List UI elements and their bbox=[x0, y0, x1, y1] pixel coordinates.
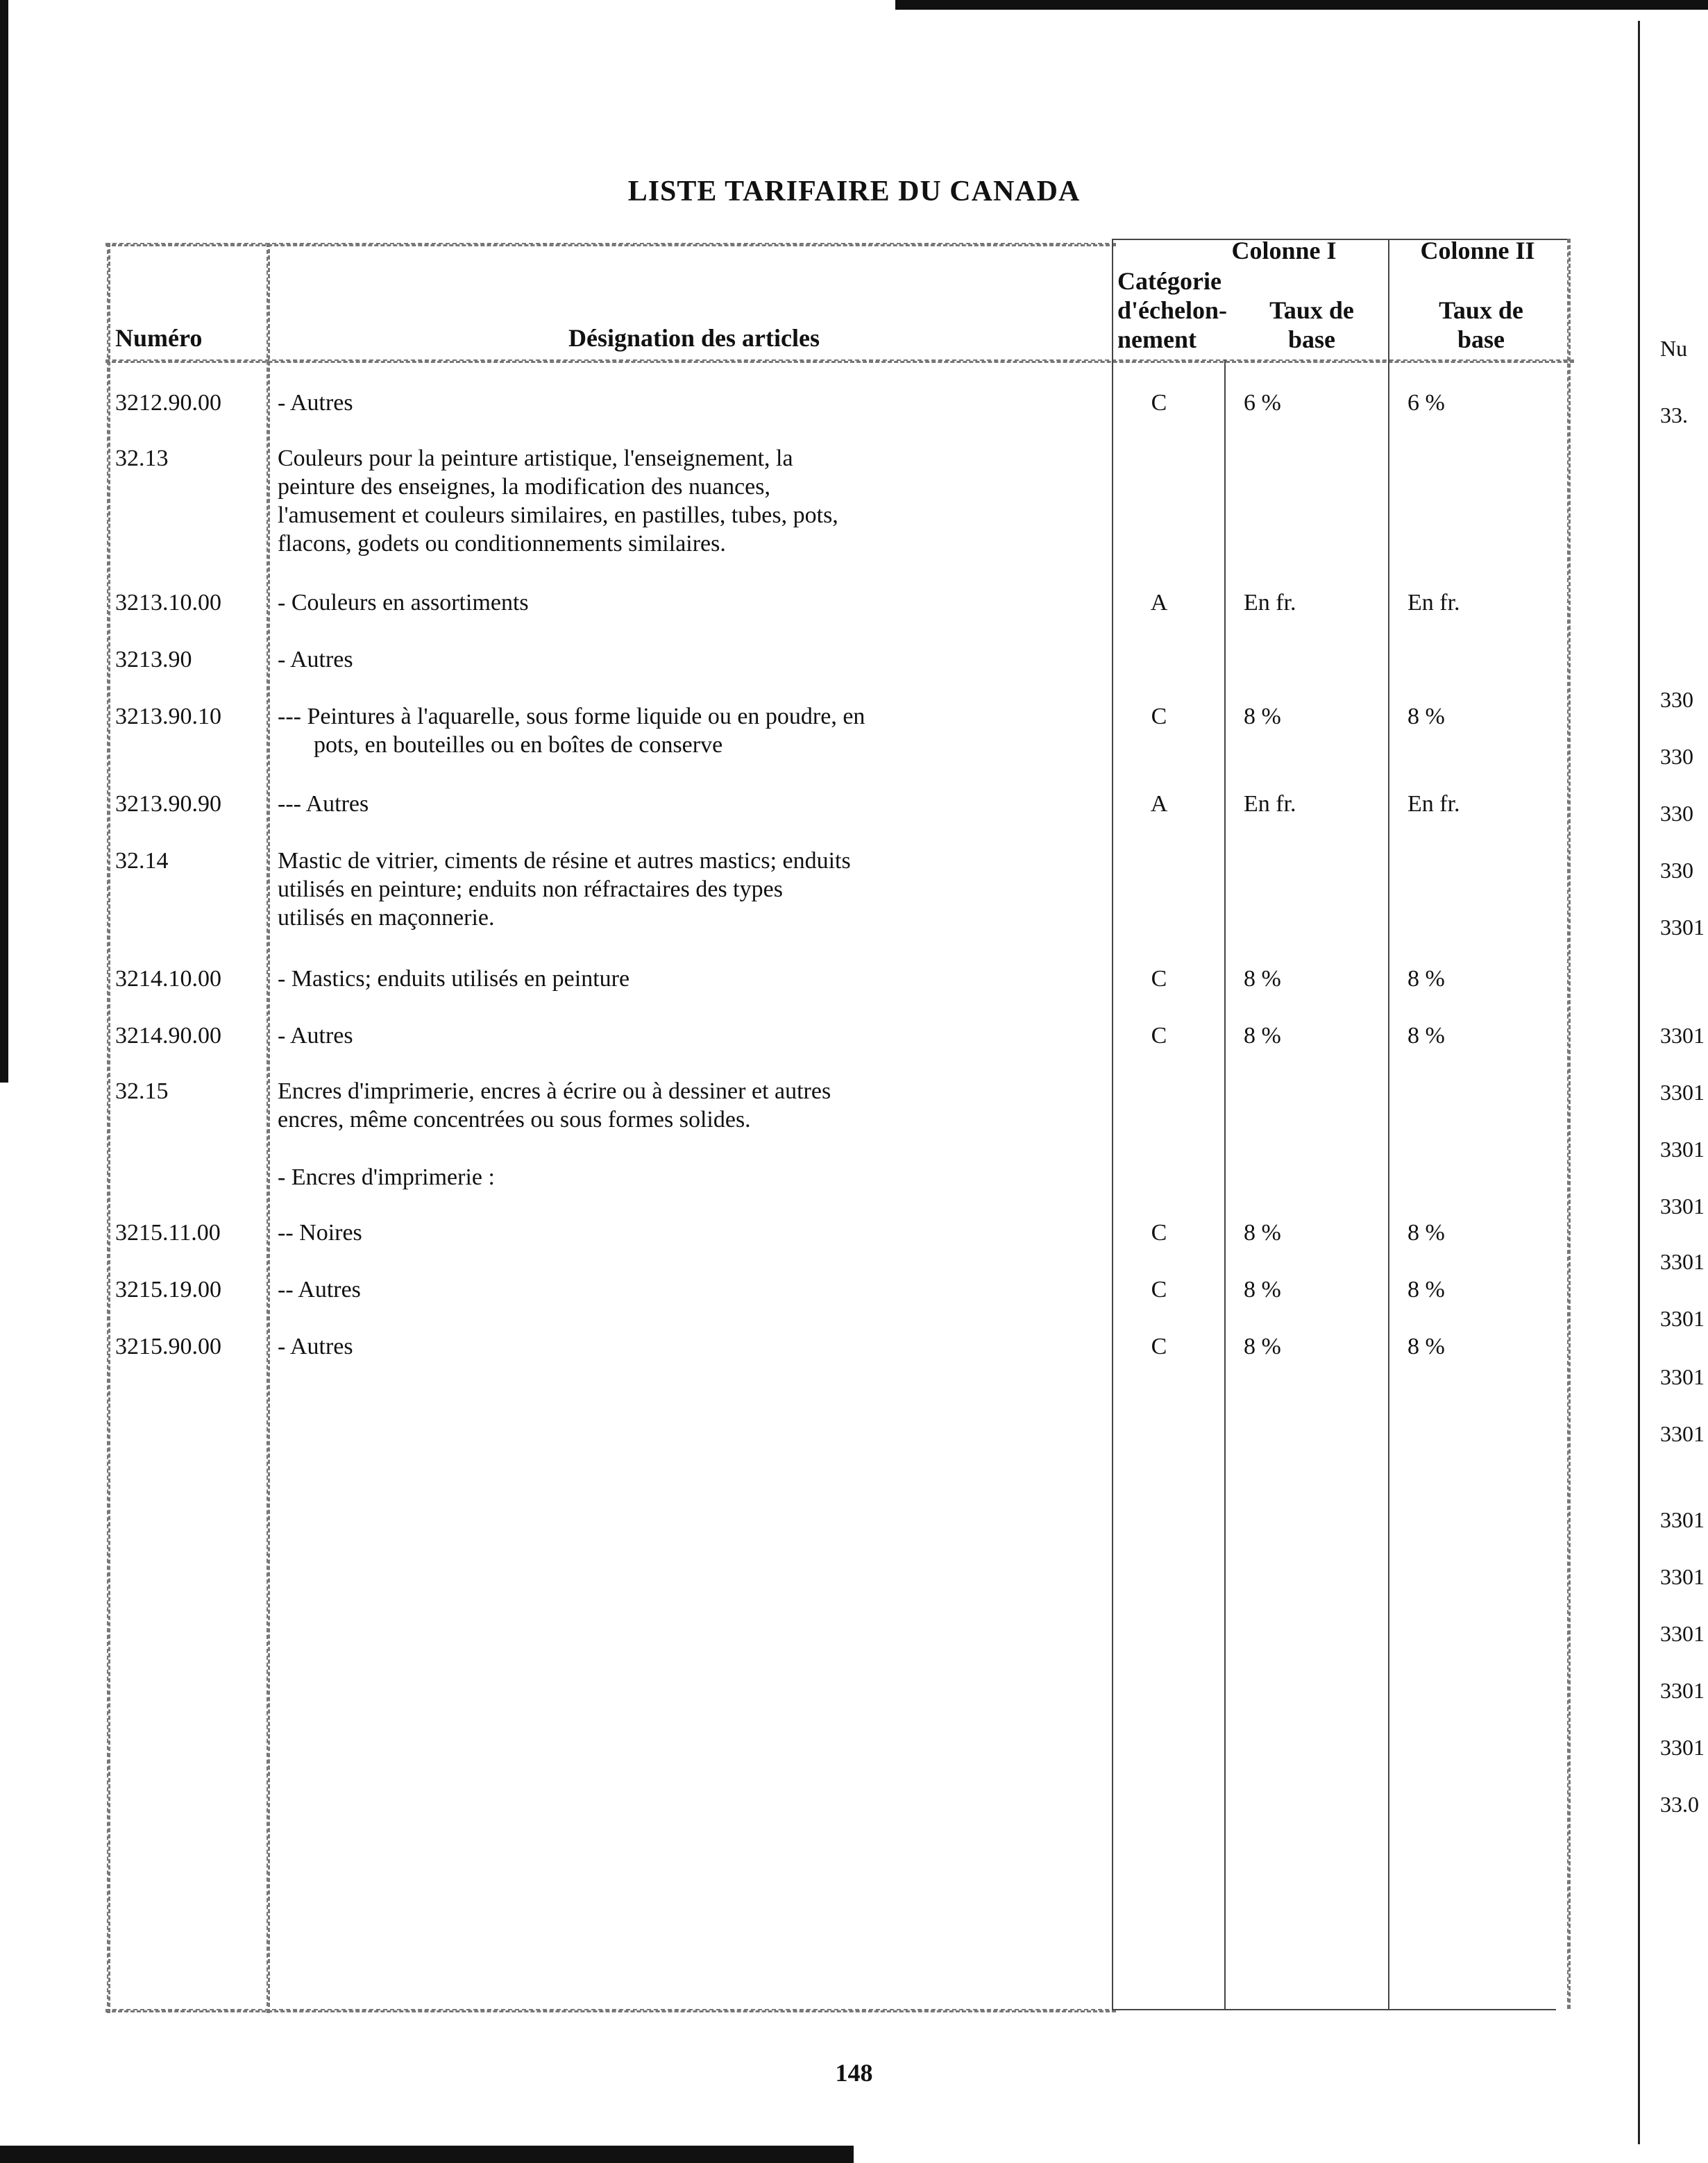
scan-border-bottom bbox=[0, 2146, 854, 2163]
designation-line: - Autres bbox=[278, 647, 353, 672]
row-categorie: C bbox=[1151, 966, 1167, 992]
designation-line: encres, même concentrées ou sous formes solides. bbox=[278, 1107, 751, 1133]
row-designation bbox=[278, 389, 353, 417]
header-categorie: Catégorie d'échelon- nement bbox=[1117, 267, 1227, 353]
row-taux-colonne-2: En fr. bbox=[1407, 590, 1460, 616]
row-categorie: C bbox=[1151, 1220, 1167, 1246]
table-top-border bbox=[105, 243, 1116, 246]
row-numero: 3212.90.00 bbox=[115, 390, 221, 416]
designation-line: - Couleurs en assortiments bbox=[278, 590, 529, 616]
header-colonne-1: Colonne I bbox=[1231, 237, 1337, 264]
adjacent-page-fragment: 3301 bbox=[1660, 1080, 1705, 1105]
row-categorie: C bbox=[1151, 1334, 1167, 1359]
table-bottom-border bbox=[105, 2009, 1116, 2012]
designation-line: -- Autres bbox=[278, 1277, 361, 1303]
designation-line: --- Peintures à l'aquarelle, sous forme liquide ou en poudre, en bbox=[278, 704, 865, 729]
row-numero: 3213.10.00 bbox=[115, 590, 221, 616]
designation-line: - Autres bbox=[278, 1023, 353, 1049]
row-designation bbox=[278, 588, 529, 617]
row-numero: 3213.90 bbox=[115, 647, 192, 672]
row-categorie: C bbox=[1151, 390, 1167, 416]
row-numero: 3214.90.00 bbox=[115, 1023, 221, 1049]
row-taux-colonne-1: En fr. bbox=[1244, 791, 1296, 817]
row-designation bbox=[278, 1275, 361, 1304]
scan-border-left bbox=[0, 0, 8, 1083]
row-taux-colonne-1: 8 % bbox=[1244, 1220, 1281, 1246]
row-designation bbox=[278, 1332, 353, 1361]
row-designation bbox=[278, 444, 838, 558]
row-taux-colonne-2: 6 % bbox=[1407, 390, 1445, 416]
adjacent-page-fragment: 3301 bbox=[1660, 1735, 1705, 1760]
column-divider-categorie bbox=[1224, 359, 1226, 2009]
header-taux-colonne-2: Taux de base bbox=[1439, 296, 1523, 353]
designation-line: Couleurs pour la peinture artistique, l'enseignement, la bbox=[278, 446, 793, 471]
designation-line: -- Noires bbox=[278, 1220, 362, 1246]
header-designation: Désignation des articles bbox=[568, 324, 820, 352]
designation-line: - Autres bbox=[278, 390, 353, 416]
row-taux-colonne-2: 8 % bbox=[1407, 1023, 1445, 1049]
designation-line: pots, en bouteilles ou en boîtes de conserve bbox=[314, 732, 723, 758]
row-taux-colonne-1: 8 % bbox=[1244, 1023, 1281, 1049]
row-taux-colonne-1: 8 % bbox=[1244, 1277, 1281, 1303]
adjacent-page-edge bbox=[1638, 21, 1640, 2144]
row-numero: 32.15 bbox=[115, 1078, 169, 1104]
adjacent-page-fragment: 3301 bbox=[1660, 1023, 1705, 1048]
row-designation bbox=[278, 1219, 362, 1247]
row-taux-colonne-1: 8 % bbox=[1244, 704, 1281, 729]
row-categorie: C bbox=[1151, 1277, 1167, 1303]
scan-border-top bbox=[895, 0, 1708, 10]
header-taux-colonne-1: Taux de base bbox=[1269, 296, 1354, 353]
row-taux-colonne-1: En fr. bbox=[1244, 590, 1296, 616]
designation-line: - Encres d'imprimerie : bbox=[278, 1164, 495, 1190]
column-divider-colonne1 bbox=[1388, 239, 1389, 2009]
adjacent-page-fragment: 3301 bbox=[1660, 1507, 1705, 1532]
row-designation bbox=[278, 645, 353, 674]
row-numero: 3215.90.00 bbox=[115, 1334, 221, 1359]
designation-line: Encres d'imprimerie, encres à écrire ou à dessiner et autres bbox=[278, 1078, 831, 1104]
adjacent-page-fragment: 3301 bbox=[1660, 1364, 1705, 1389]
row-taux-colonne-2: En fr. bbox=[1407, 791, 1460, 817]
designation-line: Mastic de vitrier, ciments de résine et autres mastics; enduits bbox=[278, 848, 851, 874]
row-designation bbox=[278, 1077, 831, 1134]
adjacent-page-fragment: 33. bbox=[1660, 402, 1688, 427]
row-taux-colonne-1: 8 % bbox=[1244, 1334, 1281, 1359]
row-numero: 32.13 bbox=[115, 446, 169, 471]
row-numero: 3215.11.00 bbox=[115, 1220, 221, 1246]
row-taux-colonne-2: 8 % bbox=[1407, 704, 1445, 729]
row-taux-colonne-2: 8 % bbox=[1407, 1334, 1445, 1359]
page-number: 148 bbox=[835, 2059, 873, 2087]
adjacent-page-fragment: 3301 bbox=[1660, 1421, 1705, 1446]
header-colonne-2: Colonne II bbox=[1420, 237, 1535, 264]
designation-line: - Mastics; enduits utilisés en peinture bbox=[278, 966, 630, 992]
header-bottom-border bbox=[105, 359, 1574, 363]
table-bottom-border-columns bbox=[1112, 2009, 1556, 2010]
row-taux-colonne-1: 8 % bbox=[1244, 966, 1281, 992]
row-categorie: C bbox=[1151, 704, 1167, 729]
adjacent-page-fragment: 3301 bbox=[1660, 915, 1705, 940]
row-categorie: A bbox=[1150, 590, 1168, 616]
page-title: LISTE TARIFAIRE DU CANADA bbox=[627, 176, 1081, 207]
table-right-border bbox=[1567, 239, 1571, 2009]
header-numero: Numéro bbox=[115, 324, 203, 352]
designation-line: utilisés en peinture; enduits non réfractaires des types bbox=[278, 876, 783, 902]
adjacent-page-fragment: 3301 bbox=[1660, 1621, 1705, 1646]
row-numero: 3213.90.90 bbox=[115, 791, 221, 817]
table-left-border bbox=[107, 243, 110, 2013]
row-numero: 3215.19.00 bbox=[115, 1277, 221, 1303]
column-divider-numero bbox=[267, 243, 270, 2013]
adjacent-page-fragment: 3301 bbox=[1660, 1306, 1705, 1331]
row-designation bbox=[278, 1163, 495, 1191]
row-designation bbox=[278, 965, 629, 993]
adjacent-page-fragment: 330 bbox=[1660, 744, 1693, 769]
row-taux-colonne-2: 8 % bbox=[1407, 1277, 1445, 1303]
adjacent-page-fragment: 3301 bbox=[1660, 1194, 1705, 1219]
adjacent-page-fragment: 330 bbox=[1660, 858, 1693, 883]
designation-line: flacons, godets ou conditionnements similaires. bbox=[278, 531, 726, 557]
row-designation bbox=[278, 790, 369, 818]
row-numero: 32.14 bbox=[115, 848, 169, 874]
row-designation bbox=[278, 1021, 353, 1050]
adjacent-page-fragment: 3301 bbox=[1660, 1249, 1705, 1274]
row-categorie: A bbox=[1150, 791, 1168, 817]
row-taux-colonne-2: 8 % bbox=[1407, 966, 1445, 992]
row-numero: 3213.90.10 bbox=[115, 704, 221, 729]
column-divider-designation bbox=[1112, 239, 1113, 2009]
adjacent-page-fragment: 330 bbox=[1660, 687, 1693, 712]
designation-line: peinture des enseignes, la modification des nuances, bbox=[278, 474, 770, 500]
row-numero: 3214.10.00 bbox=[115, 966, 221, 992]
adjacent-page-fragment: Nu bbox=[1660, 336, 1688, 361]
adjacent-page-fragment: 33.0 bbox=[1660, 1792, 1699, 1817]
adjacent-page-fragment: 3301 bbox=[1660, 1137, 1705, 1162]
adjacent-page-fragment: 330 bbox=[1660, 801, 1693, 826]
designation-line: - Autres bbox=[278, 1334, 353, 1359]
row-taux-colonne-2: 8 % bbox=[1407, 1220, 1445, 1246]
designation-line: utilisés en maçonnerie. bbox=[278, 905, 495, 931]
designation-line: l'amusement et couleurs similaires, en pastilles, tubes, pots, bbox=[278, 502, 838, 528]
adjacent-page-fragment: 3301 bbox=[1660, 1564, 1705, 1589]
designation-line: --- Autres bbox=[278, 791, 369, 817]
row-designation bbox=[278, 702, 865, 759]
adjacent-page-fragment: 3301 bbox=[1660, 1678, 1705, 1703]
row-designation bbox=[278, 847, 851, 932]
row-categorie: C bbox=[1151, 1023, 1167, 1049]
row-taux-colonne-1: 6 % bbox=[1244, 390, 1281, 416]
